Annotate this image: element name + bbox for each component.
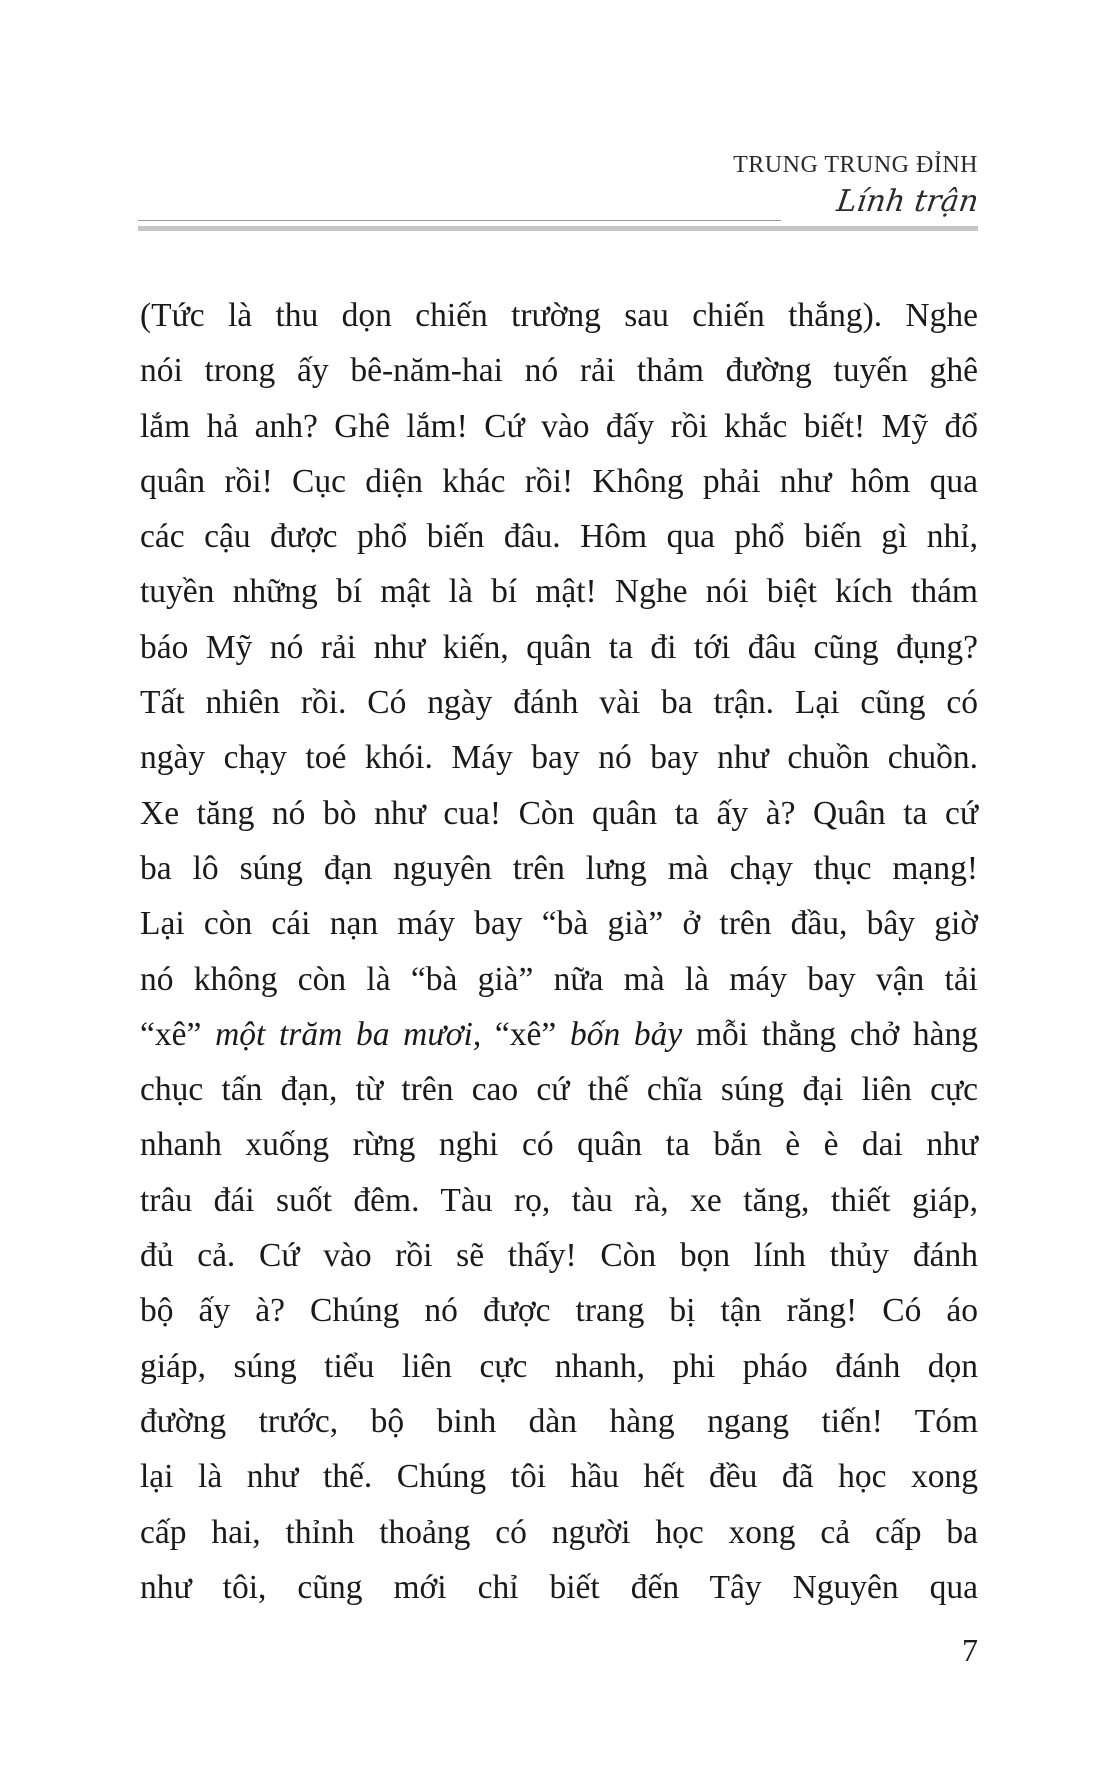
text-line: như tôi, cũng mới chỉ biết đến Tây Nguyên qua [140,1568,978,1606]
text-line-mixed [140,1007,978,1062]
page-number: 7 [962,1632,978,1668]
text-line: giáp, súng tiểu liên cực nhanh, phi pháo đánh dọn [140,1347,978,1385]
text-segment: “xê” [481,1015,570,1053]
text-line: báo Mỹ nó rải như kiến, quân ta đi tới đâu cũng đụng? [140,628,978,666]
author-name: TRUNG TRUNG ĐỈNH [733,152,978,178]
text-segment: “xê” [140,1015,216,1053]
body-text [140,288,978,1615]
text-line: Xe tăng nó bò như cua! Còn quân ta ấy à? Quân ta cứ [140,794,978,832]
header-rule-thin [138,220,781,221]
text-line: ngày chạy toé khói. Máy bay nó bay như chuồn chuồn. [140,739,978,777]
text-line: đủ cả. Cứ vào rồi sẽ thấy! Còn bọn lính thủy đánh [140,1237,978,1275]
text-line: đường trước, bộ binh dàn hàng ngang tiến! Tóm [140,1402,978,1440]
text-line: lắm hả anh? Ghê lắm! Cứ vào đấy rồi khắc biết! Mỹ đổ [140,407,978,445]
text-line: nói trong ấy bê-năm-hai nó rải thảm đường tuyến ghê [140,352,978,390]
italic-segment: bốn bảy [569,1015,683,1053]
header-rule-thick [138,226,978,231]
text-line: Lại còn cái nạn máy bay “bà già” ở trên đầu, bây giờ [140,905,978,943]
text-line: lại là như thế. Chúng tôi hầu hết đều đã học xong [140,1458,978,1496]
text-line: Tất nhiên rồi. Có ngày đánh vài ba trận. Lại cũng có [140,684,978,722]
running-header [138,150,981,240]
text-line: nhanh xuống rừng nghi có quân ta bắn è è dai như [140,1126,978,1164]
text-line: bộ ấy à? Chúng nó được trang bị tận răng! Có áo [140,1292,978,1330]
text-line: chục tấn đạn, từ trên cao cứ thế chĩa súng đại liên cực [140,1071,978,1109]
text-line: quân rồi! Cục diện khác rồi! Không phải như hôm qua [140,462,978,500]
book-title: Lính trận [834,184,981,219]
text-line: trâu đái suốt đêm. Tàu rọ, tàu rà, xe tăng, thiết giáp, [140,1181,978,1219]
text-segment: mỗi thằng chở hàng [682,1015,979,1053]
text-line: nó không còn là “bà già” nữa mà là máy bay vận tải [140,960,978,998]
italic-segment: một trăm ba mươi, [215,1015,482,1053]
text-line: tuyền những bí mật là bí mật! Nghe nói biệt kích thám [140,573,978,611]
text-line: ba lô súng đạn nguyên trên lưng mà chạy thục mạng! [140,849,978,887]
text-line: các cậu được phổ biến đâu. Hôm qua phổ biến gì nhỉ, [140,518,978,556]
text-line: cấp hai, thỉnh thoảng có người học xong cả cấp ba [140,1513,978,1551]
text-line: (Tức là thu dọn chiến trường sau chiến thắng). Nghe [140,297,978,334]
